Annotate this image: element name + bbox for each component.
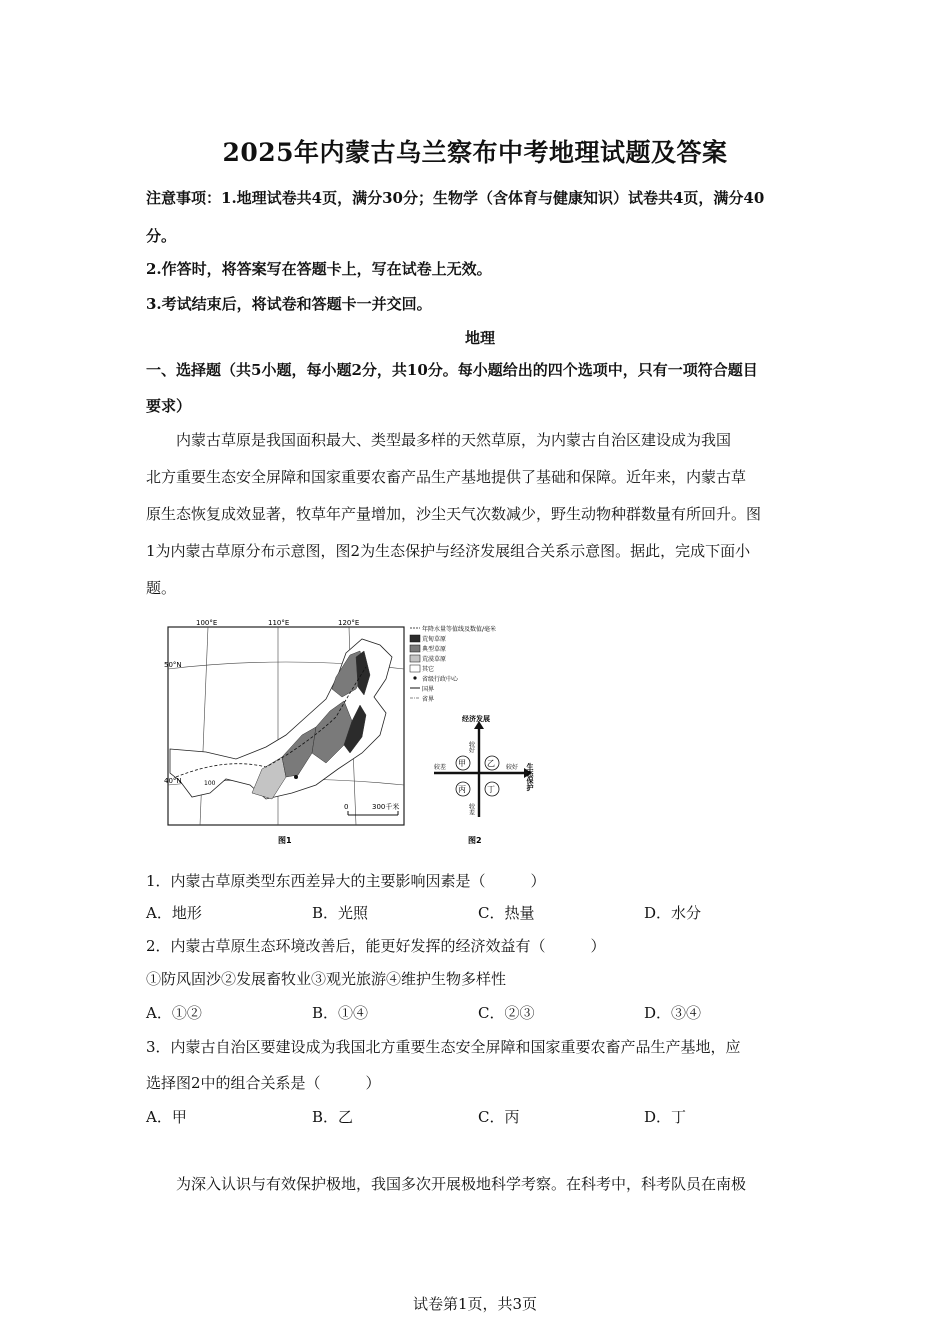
axis-right-near: 较好: [506, 764, 519, 771]
q3-option-a[interactable]: A．甲: [146, 1108, 187, 1126]
q1-option-c[interactable]: C．热量: [478, 904, 535, 922]
q2-option-d[interactable]: D．③④: [644, 1004, 702, 1022]
passage-1-line-1: 内蒙古草原是我国面积最大、类型最多样的天然草原，为内蒙古自治区建设成为我国: [176, 431, 732, 449]
passage-2-line-1: 为深入认识与有效保护极地，我国多次开展极地科学考察。在科考中，科考队员在南极: [176, 1175, 747, 1193]
quadrant-ding: 丁: [487, 785, 495, 794]
axis-bottom-near: 较差: [467, 803, 475, 815]
question-3-stem-line-1: 3．内蒙古自治区要建设成为我国北方重要生态安全屏障和国家重要农畜产品生产基地，应: [146, 1038, 741, 1056]
isohyet-value: 100: [204, 780, 216, 787]
q2-option-a[interactable]: A．①②: [146, 1004, 202, 1022]
passage-1-line-2: 北方重要生态安全屏障和国家重要农畜产品生产基地提供了基础和保障。近年来，内蒙古草: [146, 468, 747, 486]
question-3-stem-line-2: 选择图2中的组合关系是（ ）: [146, 1074, 381, 1092]
quadrant-yi: 乙: [487, 759, 495, 768]
question-2-options: [146, 1002, 814, 1024]
figure-grassland-map: [166, 617, 546, 849]
notice-line-1b: 分。: [146, 227, 177, 245]
q1-option-a[interactable]: A．地形: [146, 904, 202, 922]
figure-2-caption: 图2: [468, 836, 482, 845]
legend-province-border: 省界: [422, 696, 435, 703]
scale-zero: 0: [344, 803, 349, 811]
notice-line-3: 3.考试结束后，将试卷和答题卡一并交回。: [146, 295, 432, 313]
question-1-options: [146, 902, 814, 924]
page-footer: 试卷第1页，共3页: [412, 1295, 538, 1313]
q2-option-c[interactable]: C．②③: [478, 1004, 535, 1022]
q1-option-b[interactable]: B．光照: [312, 904, 369, 922]
quadrant-jia: 甲: [458, 759, 466, 768]
axis-top-near: 较好: [467, 741, 475, 753]
legend-capital: 省级行政中心: [422, 676, 459, 683]
lon-label-100: 100°E: [196, 619, 218, 627]
notice-line-1: 注意事项：1.地理试卷共4页，满分30分；生物学（含体育与健康知识）试卷共4页，满分40: [146, 189, 765, 207]
passage-1-line-5: 题。: [146, 579, 177, 597]
passage-1-line-3: 原生态恢复成效显著，牧草年产量增加，沙尘天气次数减少，野生动物种群数量有所回升。图: [146, 505, 762, 523]
quadrant-bing: 丙: [458, 785, 466, 794]
q3-option-d[interactable]: D．丁: [644, 1108, 687, 1126]
lat-label-40: 40°N: [164, 777, 182, 785]
figure-1-caption: 图1: [278, 836, 292, 845]
q2-option-b[interactable]: B．①④: [312, 1004, 369, 1022]
axis-label-ecology: 生态保护: [526, 763, 534, 791]
question-2-statements: ①防风固沙②发展畜牧业③观光旅游④维护生物多样性: [146, 970, 507, 988]
legend-meadow: 荒甸草原: [422, 636, 447, 643]
subject-heading: 地理: [464, 329, 495, 347]
lon-label-120: 120°E: [338, 619, 360, 627]
lat-label-50: 50°N: [164, 661, 182, 669]
page-title: 2025年内蒙古乌兰察布中考地理试题及答案: [222, 138, 728, 167]
scale-label: 300千米: [372, 803, 400, 811]
question-1-stem: 1．内蒙古草原类型东西差异大的主要影响因素是（ ）: [146, 872, 546, 890]
section-heading-line-2: 要求）: [146, 397, 192, 415]
figure-2-quadrant: [434, 714, 534, 845]
notice-line-2: 2.作答时，将答案写在答题卡上，写在试卷上无效。: [146, 260, 492, 278]
legend-desert: 荒漠草原: [422, 656, 447, 663]
q3-option-c[interactable]: C．丙: [478, 1108, 520, 1126]
capital-marker: [294, 775, 298, 779]
question-3-options: [146, 1106, 814, 1128]
legend-other: 其它: [422, 666, 435, 673]
q3-option-b[interactable]: B．乙: [312, 1108, 354, 1126]
q1-option-d[interactable]: D．水分: [644, 904, 702, 922]
legend-typical: 典型草原: [422, 646, 447, 653]
legend-isohyet: 年降水量等值线及数值/毫米: [422, 626, 497, 633]
axis-left-near: 较差: [434, 764, 447, 771]
axis-label-economy: 经济发展: [462, 715, 490, 723]
passage-1-line-4: 1为内蒙古草原分布示意图，图2为生态保护与经济发展组合关系示意图。据此，完成下面小: [146, 542, 751, 560]
question-2-stem: 2．内蒙古草原生态环境改善后，能更好发挥的经济效益有（ ）: [146, 937, 606, 955]
section-heading-line-1: 一、选择题（共5小题，每小题2分，共10分。每小题给出的四个选项中，只有一项符合题目: [146, 361, 758, 379]
legend-national-border: 国界: [422, 686, 435, 693]
map-legend: [410, 625, 496, 703]
lon-label-110: 110°E: [268, 619, 290, 627]
